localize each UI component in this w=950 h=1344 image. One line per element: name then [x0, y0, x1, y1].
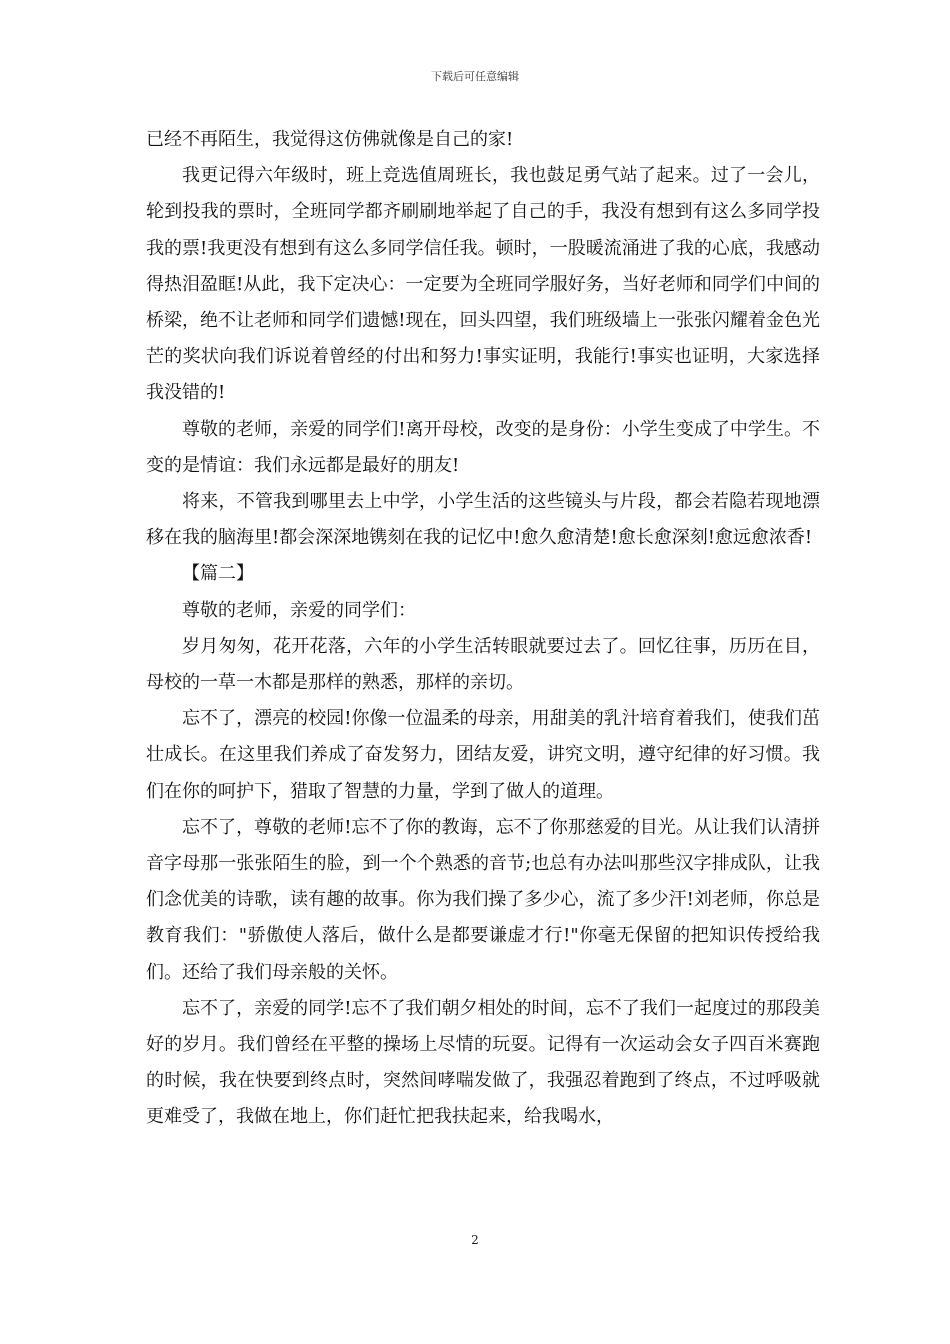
paragraph-10: 忘不了，亲爱的同学!忘不了我们朝夕相处的时间，忘不了我们一起度过的那段美好的岁月。我们曾经在平整的操场上尽情的玩耍。记得有一次运动会女子四百米赛跑的时候，我在快要到终点时，突然间哮喘发做了，我强忍着跑到了终点，不过呼吸就更难受了，我做在地上，你们赶忙把我扶起来，给我喝水， — [146, 997, 820, 1128]
paragraph-1: 已经不再陌生，我觉得这仿佛就像是自己的家! — [146, 129, 514, 150]
paragraph-7: 岁月匆匆，花开花落，六年的小学生活转眼就要过去了。回忆往事，历历在目，母校的一草一木都是那样的熟悉，那样的亲切。 — [146, 635, 820, 694]
paragraph-2: 我更记得六年级时，班上竞选值周班长，我也鼓足勇气站了起来。过了一会儿，轮到投我的票时，全班同学都齐刷刷地举起了自己的手，我没有想到有这么多同学投我的票!我更没有想到有这么多同学信任我。顿时，一股暖流涌进了我的心底，我感动得热泪盈眶!从此，我下定决心：一定要为全班同学服好务，当好老师和同学们中间的桥梁，绝不让老师和同学们遗憾!现在，回头四望，我们班级墙上一张张闪耀着金色光芒的奖状向我们诉说着曾经的付出和努力!事实证明，我能行!事实也证明，大家选择我没错的! — [146, 165, 820, 404]
section-heading: 【篇二】 — [182, 563, 254, 585]
paragraph-9: 忘不了，尊敬的老师!忘不了你的教诲，忘不了你那慈爱的目光。从让我们认清拼音字母那一张张陌生的脸，到一个个熟悉的音节;也总有办法叫那些汉字排成队，让我们念优美的诗歌，读有趣的故事。你为我们操了多少心，流了多少汗!刘老师，你总是教育我们："骄傲使人落后，做什么是都要谦虚才行!"你毫无保留的把知识传授给我们。还给了我们母亲般的关怀。 — [146, 816, 820, 983]
paragraph-4: 将来，不管我到哪里去上中学，小学生活的这些镜头与片段，都会若隐若现地漂移在我的脑海里!都会深深地镌刻在我的记忆中!愈久愈清楚!愈长愈深刻!愈远愈浓香! — [146, 491, 820, 549]
paragraph-3: 尊敬的老师，亲爱的同学们!离开母校，改变的是身份：小学生变成了中学生。不变的是情谊：我们永远都是最好的朋友! — [146, 418, 820, 476]
salutation: 尊敬的老师，亲爱的同学们： — [182, 599, 416, 621]
paragraph-8: 忘不了，漂亮的校园!你像一位温柔的母亲，用甜美的乳汁培育着我们，使我们茁壮成长。在这里我们养成了奋发努力，团结友爱，讲究文明，遵守纪律的好习惯。我们在你的呵护下，猎取了智慧的力量，学到了做人的道理。 — [146, 708, 820, 802]
document-body — [146, 122, 820, 1136]
page-header: 下载后可任意编辑 — [431, 70, 519, 83]
page-number: 2 — [471, 1233, 479, 1247]
